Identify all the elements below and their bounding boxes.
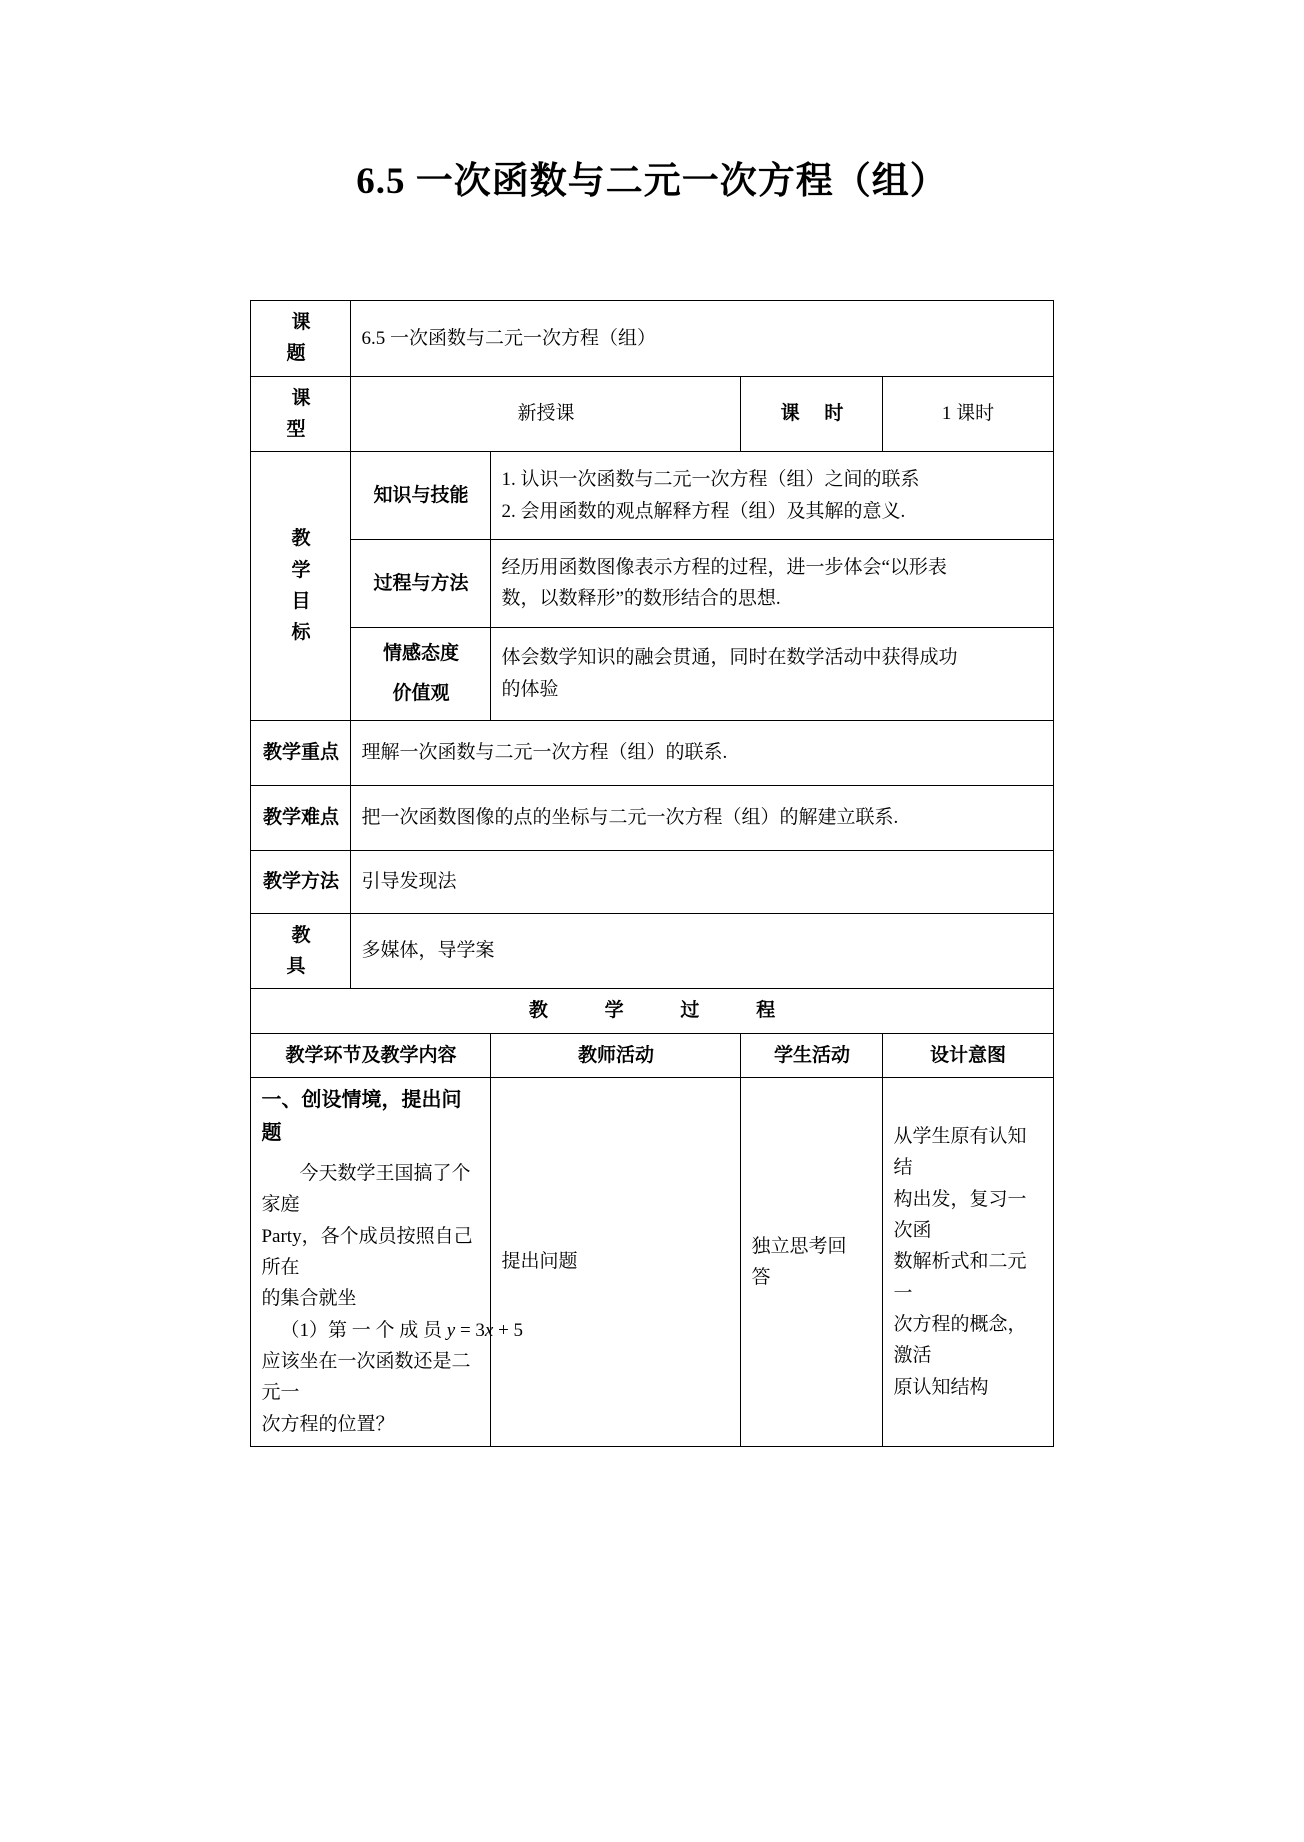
content-line-6: 次方程的位置？ [261,1413,395,1435]
design-intent-line-2: 构出发，复习一次函 [893,1188,1027,1241]
content-line-3: 的集合就坐 [261,1288,357,1310]
value-process-method [491,540,1053,628]
attitude-label-line-2: 价值观 [392,682,450,704]
math-variable-y: y [446,1319,456,1341]
lesson-plan-table [250,300,1053,1447]
process-line-1: 经历用函数图像表示方程的过程，进一步体会“以形表 [501,557,947,579]
value-lesson-type: 新授课 [351,376,741,452]
cell-teaching-content [251,1077,524,1446]
value-key-point: 理解一次函数与二元一次方程（组）的联系. [351,720,1053,785]
process-line-2: 数，以数释形”的数形结合的思想. [501,588,781,610]
page-title: 6.5 一次函数与二元一次方程（组） [356,161,948,202]
cell-teacher-activity: 提出问题 [491,1077,741,1446]
cell-student-activity [741,1077,883,1446]
table-row-topic [251,301,1053,377]
table-row-method [251,850,1053,913]
value-difficult-point: 把一次函数图像的点的坐标与二元一次方程（组）的解建立联系. [351,785,1053,850]
table-row-lesson-type [251,376,1053,452]
knowledge-line-1: 1. 认识一次函数与二元一次方程（组）之间的联系 [501,469,920,491]
math-variable-x: x [484,1319,494,1341]
table-row-objective-process [251,540,1053,628]
student-activity-line-1: 独立思考回 [751,1235,847,1257]
column-header-student: 学生活动 [741,1033,883,1077]
content-line-4 [261,1315,524,1346]
column-header-intent: 设计意图 [883,1033,1053,1077]
label-tools: 教 具 [251,913,351,989]
content-line-1: 今天数学王国搞了个家庭 [261,1162,471,1216]
design-intent-line-3: 数解析式和二元一 [893,1251,1027,1304]
label-lesson-period: 课 时 [741,376,883,452]
label-lesson-type: 课 型 [251,376,351,452]
label-key-point: 教学重点 [251,720,351,785]
table-row-column-headers [251,1033,1053,1077]
table-row-process-banner [251,989,1053,1033]
label-teaching-objectives [251,452,351,720]
attitude-line-1: 体会数学知识的融会贯通，同时在数学活动中获得成功 [501,647,958,669]
value-topic: 6.5 一次函数与二元一次方程（组） [351,301,1053,377]
math-equals-coefficient: = 3 [455,1319,485,1341]
design-intent-line-5: 原认知结构 [893,1376,989,1398]
process-banner: 教 学 过 程 [251,989,1053,1033]
label-topic: 课 题 [251,301,351,377]
table-row-difficult-point [251,785,1053,850]
section-heading-create-situation: 一、创设情境，提出问题 [261,1088,462,1144]
question-prefix: （1）第 一 个 成 员 [280,1319,447,1341]
table-row-process-body [251,1077,1053,1446]
design-intent-line-4: 次方程的概念，激活 [893,1313,1027,1367]
objectives-char-1: 教 [291,528,311,550]
knowledge-line-2: 2. 会用函数的观点解释方程（组）及其解的意义. [501,500,906,522]
objectives-char-2: 学 [291,559,311,581]
objectives-char-3: 目 [291,590,311,612]
design-intent-line-1: 从学生原有认知结 [893,1125,1027,1179]
table-row-objective-knowledge [251,452,1053,540]
student-activity-line-2: 答 [751,1266,771,1288]
table-row-tools [251,913,1053,989]
value-knowledge-skills [491,452,1053,540]
objectives-char-4: 标 [291,622,311,644]
table-row-objective-attitude [251,627,1053,720]
label-attitude-values [351,627,491,720]
label-method: 教学方法 [251,850,351,913]
value-attitude-values [491,627,1053,720]
column-header-teacher: 教师活动 [491,1033,741,1077]
attitude-line-2: 的体验 [501,678,559,700]
value-lesson-period: 1 课时 [883,376,1053,452]
label-knowledge-skills: 知识与技能 [351,452,491,540]
attitude-label-line-1: 情感态度 [382,642,459,664]
value-tools: 多媒体，导学案 [351,913,1053,989]
content-line-5: 应该坐在一次函数还是二元一 [261,1350,471,1404]
content-line-2: Party，各个成员按照自己所在 [261,1225,473,1278]
label-process-method: 过程与方法 [351,540,491,628]
cell-design-intent [883,1077,1053,1446]
value-method: 引导发现法 [351,850,1053,913]
math-constant-term: + 5 [493,1319,524,1341]
label-difficult-point: 教学难点 [251,785,351,850]
column-header-content: 教学环节及教学内容 [251,1033,491,1077]
table-row-key-point [251,720,1053,785]
